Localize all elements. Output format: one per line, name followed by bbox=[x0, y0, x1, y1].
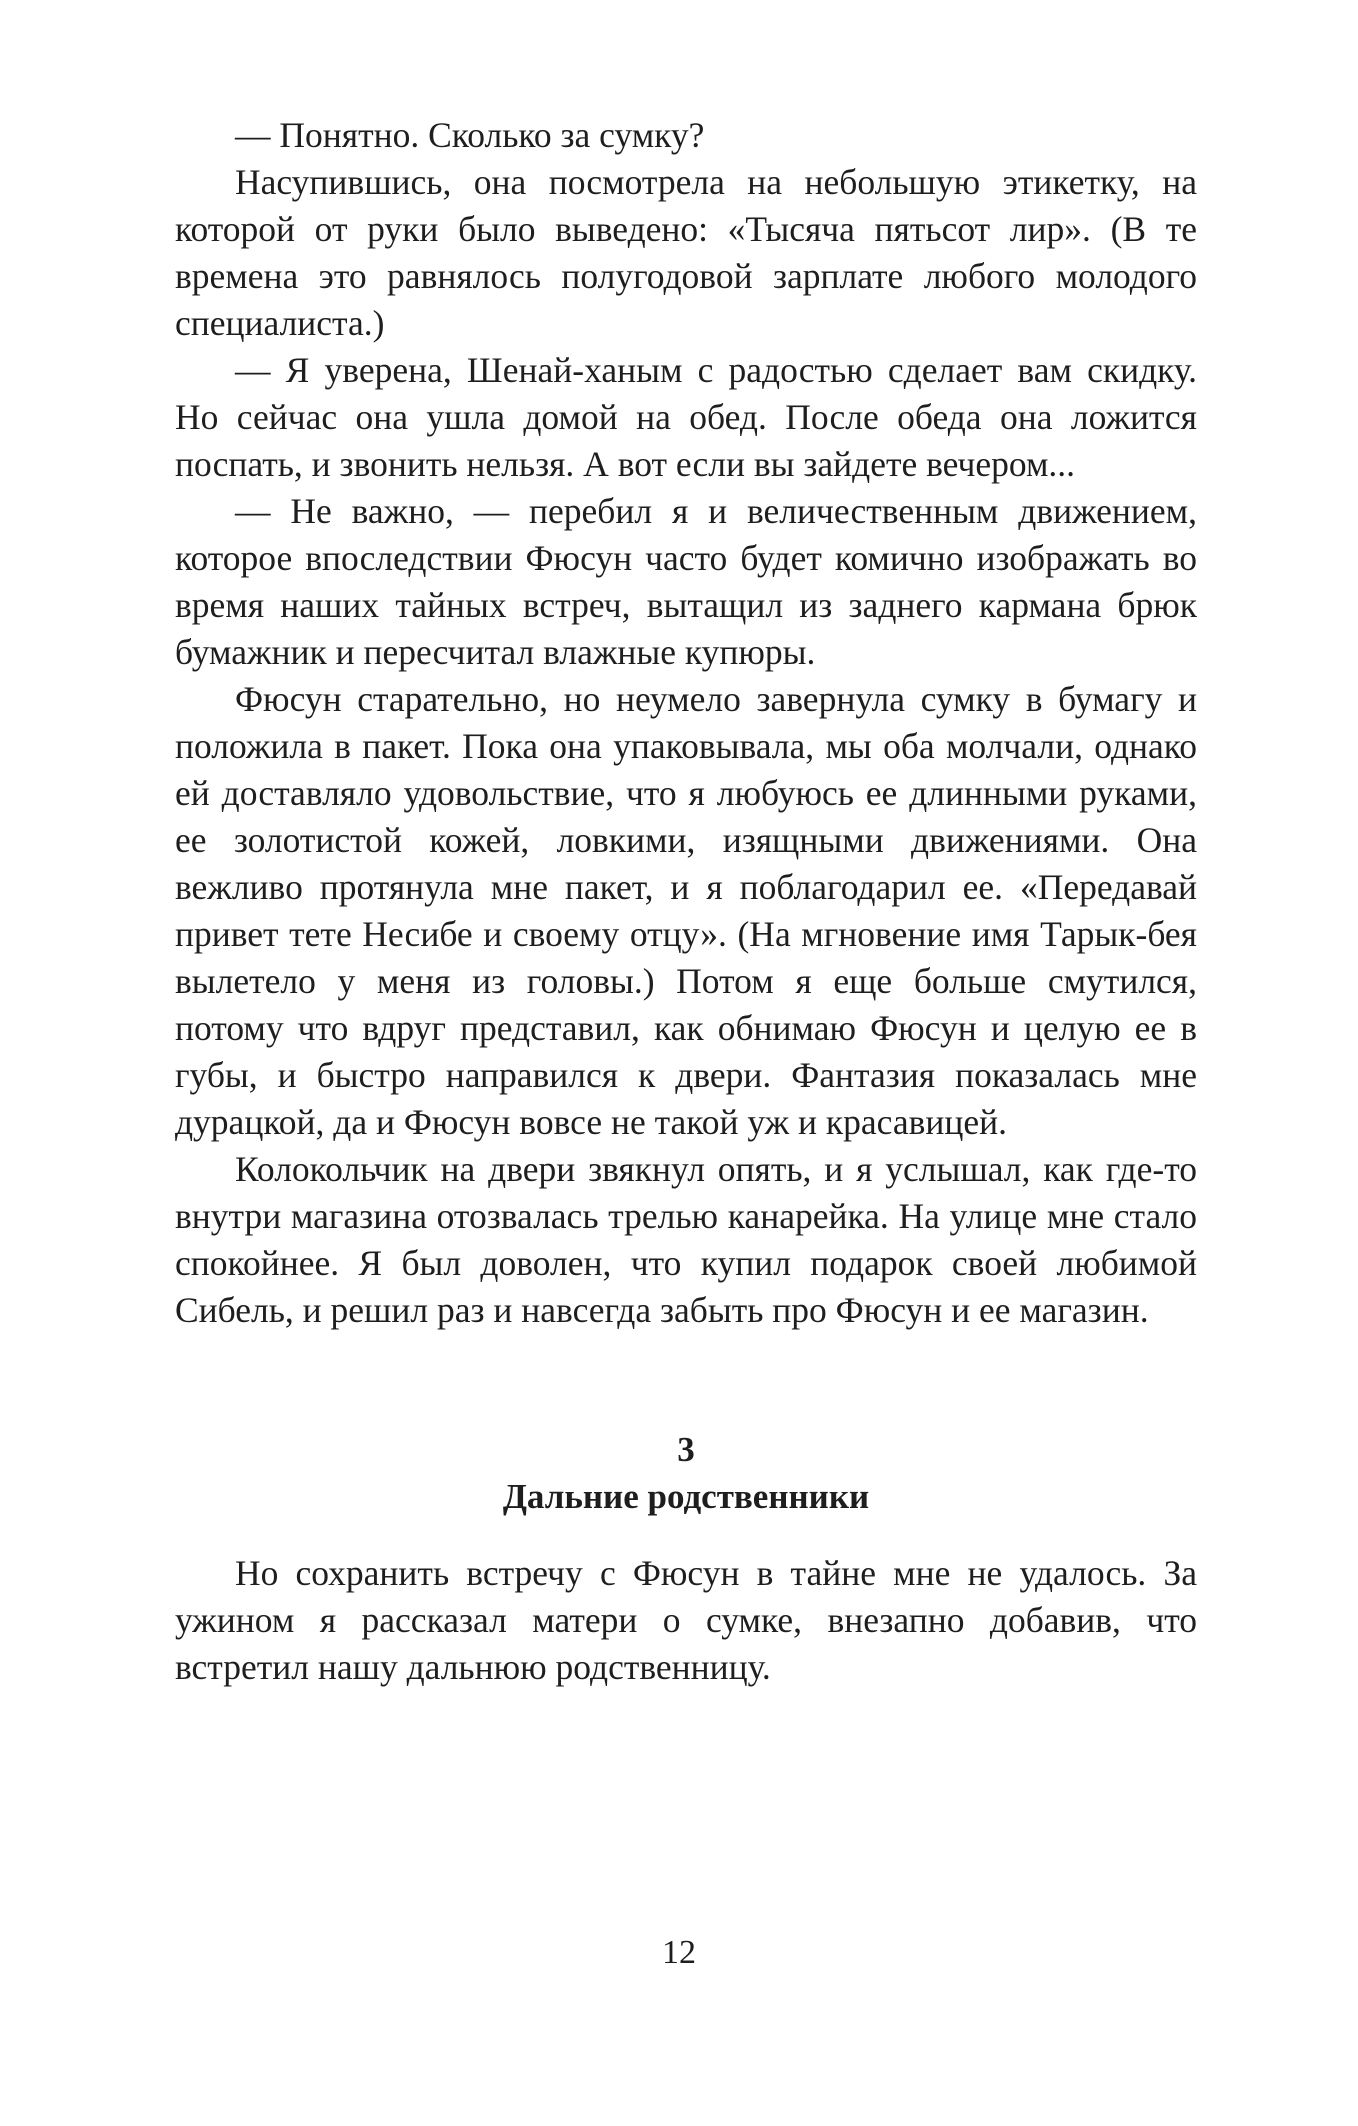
paragraph-7: Но сохранить встречу с Фюсун в тайне мне не удалось. За ужином я рассказал матери о сумке, внезапно добавив, что встретил нашу дальнюю родственницу. bbox=[175, 1553, 1197, 1687]
page-body bbox=[175, 112, 1197, 1691]
paragraph-5: Фюсун старательно, но неумело завернула сумку в бумагу и положила в пакет. Пока она упаковывала, мы оба молчали, однако ей доставляло удовольствие, что я любуюсь ее длинными руками, ее золотистой кожей, ловкими, изящными движениями. Она вежливо протянула мне пакет, и я поблагодарил ее. «Передавай привет тете Несибе и своему отцу». (На мгновение имя Тарык-бея вылетело у меня из головы.) Потом я еще больше смутился, потому что вдруг представил, как обнимаю Фюсун и целую ее в губы, и быстро направился к двери. Фантазия показалась мне дурацкой, да и Фюсун вовсе не такой уж и красавицей. bbox=[175, 679, 1197, 1142]
paragraph-4: — Не важно, — перебил я и величественным движением, которое впоследствии Фюсун часто будет комично изображать во время наших тайных встреч, вытащил из заднего кармана брюк бумажник и пересчитал влажные купюры. bbox=[175, 491, 1197, 672]
paragraph-6: Колокольчик на двери звякнул опять, и я услышал, как где-то внутри магазина отозвалась трелью канарейка. На улице мне стало спокойнее. Я был доволен, что купил подарок своей любимой Сибель, и решил раз и навсегда забыть про Фюсун и ее магазин. bbox=[175, 1149, 1197, 1330]
page-number: 12 bbox=[662, 1934, 696, 1971]
paragraph-1: — Понятно. Сколько за сумку? bbox=[235, 115, 705, 155]
paragraph-2: Насупившись, она посмотрела на небольшую этикетку, на которой от руки было выведено: «Тысяча пятьсот лир». (В те времена это равнялось полугодовой зарплате любого молодого специалиста.) bbox=[175, 162, 1197, 343]
paragraph-3: — Я уверена, Шенай-ханым с радостью сделает вам скидку. Но сейчас она ушла домой на обед. После обеда она ложится поспать, и звонить нельзя. А вот если вы зайдете вечером... bbox=[175, 350, 1197, 484]
chapter-title: Дальние родственники bbox=[502, 1477, 870, 1516]
chapter-number: 3 bbox=[677, 1430, 695, 1469]
